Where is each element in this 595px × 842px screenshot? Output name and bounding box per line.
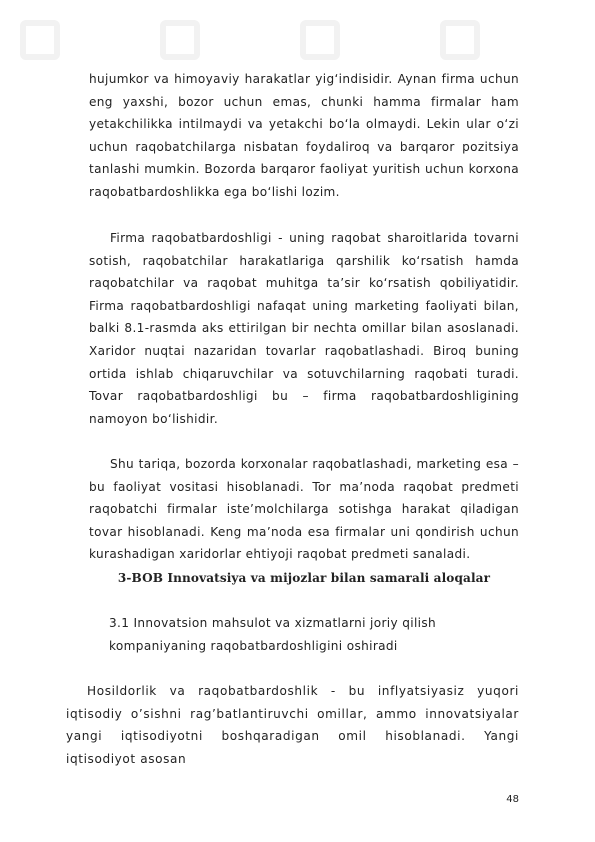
chapter-heading: 3-BOB Innovatsiya va mijozlar bilan samarali aloqalar — [117, 571, 491, 585]
section-heading: 3.1 Innovatsion mahsulot va xizmatlarni joriy qilish kompaniyaning raqobatbardoshligini oshiradi — [109, 616, 437, 653]
body-paragraph: Shu tariqa, bozorda korxonalar raqobatlashadi, marketing esa – bu faoliyat vositasi hisoblanadi. Tor ma’noda raqobat predmeti raqobatchi firmalar iste’molchilarga sotishga harakat qiladigan tovar hisoblanadi. Keng ma’noda esa firmalar uni qondirish uchun kurashadigan xaridorlar ehtiyoji raqobat predmeti sanaladi. — [89, 457, 519, 562]
body-paragraph: Firma raqobatbardoshligi - uning raqobat sharoitlarida tovarni sotish, raqobatchilar harakatlariga qarshilik ko‘rsatish hamda raqobatchilar va raqobat muhitga ta’sir ko‘rsatish qobiliyatidir. Firma raqobatbardoshligi nafaqat uning marketing faoliyati bilan, balki 8.1-rasmda aks ettirilgan bir nechta omillar bilan asoslanadi. Xaridor nuqtai nazaridan tovarlar raqobatlashadi. Biroq buning ortida ishlab chiqaruvchilar va sotuvchilarning raqobati turadi. Tovar raqobatbardoshligi bu – firma raqobatbardoshligining namoyon bo‘lishidir. — [89, 231, 519, 426]
watermark-mark — [440, 20, 480, 60]
watermark-mark — [160, 20, 200, 60]
body-paragraph: Hosildorlik va raqobatbardoshlik - bu inflyatsiyasiz yuqori iqtisodiy o’sishni rag’batlantiruvchi omillar, ammo innovatsiyalar yangi iqtisodiyotni boshqaradigan omil hisoblanadi. Yangi iqtisodiyot asosan — [66, 684, 519, 766]
body-paragraph: hujumkor va himoyaviy harakatlar yig‘indisidir. Aynan firma uchun eng yaxshi, bozor uchun emas, chunki hamma firmalar ham yetakchilikka intilmaydi va yetakchi bo‘la olmaydi. Lekin ular o‘zi uchun raqobatchilarga nisbatan foydaliroq va barqaror pozitsiya tanlashi mumkin. Bozorda barqaror faoliyat yuritish uchun korxona raqobatbardoshlikka ega bo‘lishi lozim. — [89, 72, 519, 199]
watermark-mark — [300, 20, 340, 60]
watermark-mark — [20, 20, 60, 60]
page-number: 48 — [506, 794, 519, 805]
